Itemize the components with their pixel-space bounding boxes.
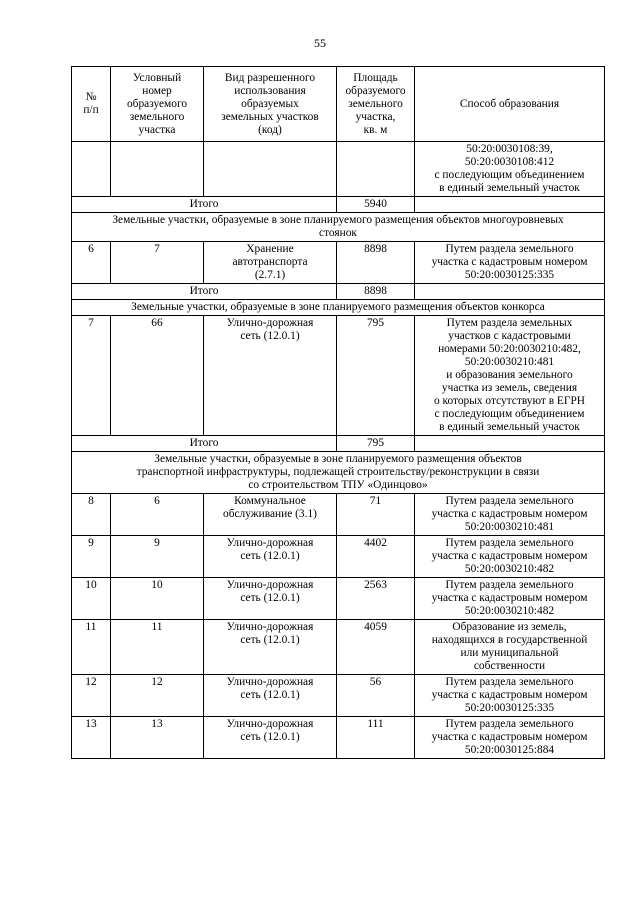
text-line: использования: [234, 84, 306, 97]
text-line: Земельные участки, образуемые в зоне планируемого размещения объектов многоуровневых: [112, 214, 564, 226]
text-line: Путем раздела земельных: [446, 317, 573, 329]
text-line: Способ образования: [459, 97, 560, 110]
text-line: стоянок: [319, 227, 357, 239]
table-body: [72, 142, 605, 759]
cell-num: 6: [72, 242, 111, 284]
cell-conditional-number: 11: [111, 620, 204, 675]
cell-formation-method: [415, 536, 605, 578]
header-conditional-number: [111, 67, 204, 142]
land-plots-table: [71, 66, 605, 759]
table-row: [72, 675, 605, 717]
text-line: участка с кадастровым номером: [431, 256, 588, 268]
table-row: [72, 316, 605, 436]
cell-area: 4402: [337, 536, 415, 578]
cell-area: 111: [337, 717, 415, 759]
text-line: образуемого: [126, 97, 188, 110]
cell-permitted-use: [204, 142, 337, 197]
text-line: собственности: [473, 660, 546, 672]
cell-formation-method: [415, 242, 605, 284]
total-label: Итого: [72, 284, 337, 300]
cell-formation-method: [415, 316, 605, 436]
text-line: участка,: [355, 110, 396, 123]
text-line: в единый земельный участок: [439, 421, 580, 433]
text-line: Площадь: [353, 71, 398, 84]
text-line: кв. м: [363, 123, 388, 136]
table-row: [72, 242, 605, 284]
section-header-row: [72, 300, 605, 316]
section-title: [72, 213, 605, 242]
section-header-row: [72, 213, 605, 242]
cell-num: 8: [72, 494, 111, 536]
text-line: сеть (12.0.1): [240, 634, 300, 646]
text-line: Коммунальное: [234, 495, 306, 507]
cell-num: [72, 142, 111, 197]
cell-area: 795: [337, 316, 415, 436]
table-row: [72, 142, 605, 197]
text-line: участка: [138, 123, 176, 136]
text-line: образуемых: [241, 97, 299, 110]
text-line: номерами 50:20:0030210:482,: [438, 343, 581, 355]
section-header-row: [72, 452, 605, 494]
cell-conditional-number: [111, 142, 204, 197]
text-line: (2.7.1): [254, 269, 286, 281]
cell-area: 71: [337, 494, 415, 536]
text-line: сеть (12.0.1): [240, 330, 300, 342]
text-line: сеть (12.0.1): [240, 550, 300, 562]
section-title: [72, 300, 605, 316]
text-line: п/п: [83, 104, 99, 116]
cell-area: 2563: [337, 578, 415, 620]
cell-permitted-use: [204, 675, 337, 717]
header-permitted-use: [204, 67, 337, 142]
text-line: Улично-дорожная: [226, 676, 314, 688]
table-row: [72, 578, 605, 620]
cell-num: 7: [72, 316, 111, 436]
total-label: Итого: [72, 436, 337, 452]
table-header-row: [72, 67, 605, 142]
cell-permitted-use: [204, 578, 337, 620]
table-row: [72, 620, 605, 675]
cell-formation-method: [415, 578, 605, 620]
page-number: 55: [314, 36, 326, 50]
text-line: со строительством ТПУ «Одинцово»: [248, 479, 428, 491]
cell-num: 12: [72, 675, 111, 717]
text-line: 50:20:0030108:412: [464, 156, 555, 168]
text-line: участка с кадастровым номером: [431, 550, 588, 562]
total-row: [72, 197, 605, 213]
text-line: Путем раздела земельного: [445, 718, 574, 730]
total-label: Итого: [72, 197, 337, 213]
text-line: автотранспорта: [232, 256, 308, 268]
cell-formation-method: [415, 620, 605, 675]
total-row: [72, 436, 605, 452]
text-line: участка с кадастровым номером: [431, 731, 588, 743]
text-line: участка с кадастровым номером: [431, 592, 588, 604]
cell-area: 8898: [337, 242, 415, 284]
text-line: Улично-дорожная: [226, 621, 314, 633]
table-row: [72, 494, 605, 536]
text-line: сеть (12.0.1): [240, 731, 300, 743]
header-num: [72, 67, 111, 142]
text-line: 50:20:0030125:884: [464, 744, 555, 756]
text-line: и образования земельного: [446, 369, 573, 381]
total-area: 795: [337, 436, 415, 452]
text-line: Земельные участки, образуемые в зоне планируемого размещения объектов конкорса: [131, 301, 545, 313]
cell-permitted-use: [204, 717, 337, 759]
cell-permitted-use: [204, 536, 337, 578]
cell-conditional-number: 7: [111, 242, 204, 284]
text-line: 50:20:0030210:481: [464, 356, 555, 368]
text-line: с последующим объединением: [434, 408, 585, 420]
text-line: Улично-дорожная: [226, 317, 314, 329]
cell-permitted-use: [204, 316, 337, 436]
text-line: участков с кадастровыми: [448, 330, 571, 342]
text-line: Образование из земель,: [452, 621, 567, 633]
text-line: находящихся в государственной: [431, 634, 588, 646]
text-line: (код): [258, 123, 282, 136]
text-line: Улично-дорожная: [226, 718, 314, 730]
text-line: или муниципальной: [460, 647, 559, 659]
text-line: о которых отсутствуют в ЕГРН: [433, 395, 586, 407]
text-line: 50:20:0030108:39,: [466, 143, 553, 155]
text-line: Вид разрешенного: [224, 71, 316, 84]
cell-formation-method: [415, 494, 605, 536]
text-line: обслуживание (3.1): [223, 508, 317, 520]
text-line: №: [85, 91, 97, 103]
text-line: сеть (12.0.1): [240, 689, 300, 701]
cell-area: 56: [337, 675, 415, 717]
text-line: Путем раздела земельного: [445, 243, 574, 255]
text-line: Хранение: [246, 243, 294, 255]
text-line: 50:20:0030210:482: [464, 563, 555, 575]
total-empty: [415, 436, 605, 452]
cell-num: 10: [72, 578, 111, 620]
text-line: 50:20:0030125:335: [464, 702, 555, 714]
text-line: Путем раздела земельного: [445, 537, 574, 549]
text-line: Условный: [132, 71, 182, 84]
text-line: участка из земель, сведения: [441, 382, 578, 394]
cell-permitted-use: [204, 242, 337, 284]
cell-conditional-number: 9: [111, 536, 204, 578]
cell-conditional-number: 13: [111, 717, 204, 759]
text-line: номер: [142, 84, 172, 97]
cell-conditional-number: 66: [111, 316, 204, 436]
text-line: участка с кадастровым номером: [431, 689, 588, 701]
total-empty: [415, 197, 605, 213]
text-line: Улично-дорожная: [226, 579, 314, 591]
cell-conditional-number: 10: [111, 578, 204, 620]
cell-formation-method: [415, 142, 605, 197]
text-line: 50:20:0030210:481: [464, 521, 555, 533]
total-empty: [415, 284, 605, 300]
text-line: Улично-дорожная: [226, 537, 314, 549]
section-title: [72, 452, 605, 494]
text-line: Путем раздела земельного: [445, 495, 574, 507]
text-line: сеть (12.0.1): [240, 592, 300, 604]
cell-conditional-number: 12: [111, 675, 204, 717]
cell-permitted-use: [204, 620, 337, 675]
text-line: 50:20:0030125:335: [464, 269, 555, 281]
cell-area: 4059: [337, 620, 415, 675]
text-line: образуемого: [345, 84, 406, 97]
cell-area: [337, 142, 415, 197]
text-line: в единый земельный участок: [439, 182, 580, 194]
text-line: участка с кадастровым номером: [431, 508, 588, 520]
total-area: 5940: [337, 197, 415, 213]
cell-permitted-use: [204, 494, 337, 536]
total-area: 8898: [337, 284, 415, 300]
text-line: Земельные участки, образуемые в зоне планируемого размещения объектов: [154, 453, 522, 465]
text-line: земельного: [348, 97, 403, 110]
text-line: транспортной инфраструктуры, подлежащей строительству/реконструкции в связи: [136, 466, 540, 478]
cell-formation-method: [415, 717, 605, 759]
text-line: с последующим объединением: [434, 169, 585, 181]
text-line: 50:20:0030210:482: [464, 605, 555, 617]
table-row: [72, 536, 605, 578]
cell-formation-method: [415, 675, 605, 717]
cell-num: 11: [72, 620, 111, 675]
cell-num: 9: [72, 536, 111, 578]
text-line: земельного: [129, 110, 185, 123]
cell-conditional-number: 6: [111, 494, 204, 536]
cell-num: 13: [72, 717, 111, 759]
header-area: [337, 67, 415, 142]
text-line: Путем раздела земельного: [445, 676, 574, 688]
text-line: Путем раздела земельного: [445, 579, 574, 591]
table-row: [72, 717, 605, 759]
header-formation-method: [415, 67, 605, 142]
total-row: [72, 284, 605, 300]
text-line: земельных участков: [221, 110, 319, 123]
